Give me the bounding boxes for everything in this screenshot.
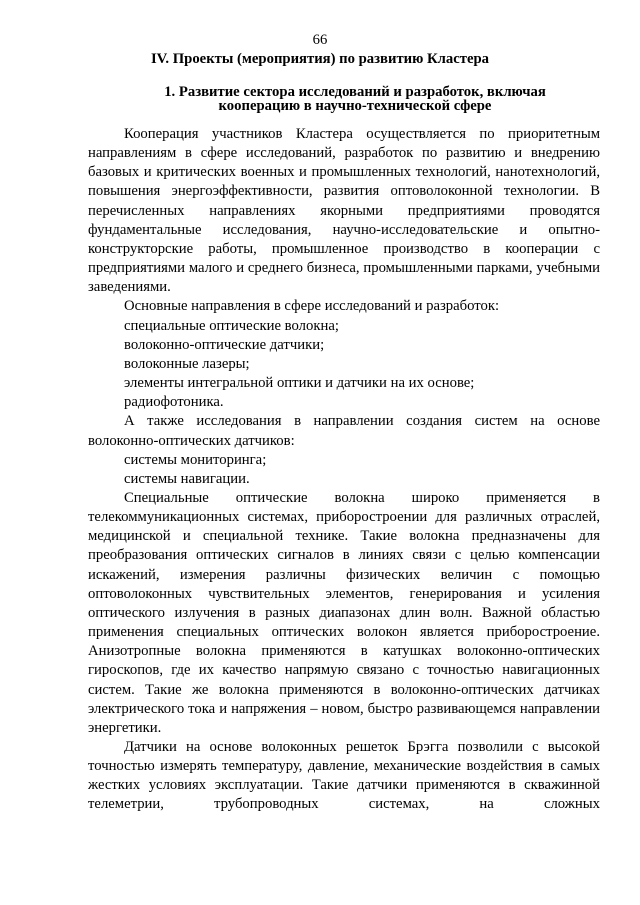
directions-intro: Основные направления в сфере исследований и разработок: [124,298,500,315]
body-text [88,125,600,815]
paragraph-special-fibers: Специальные оптические волокна широко применяется в телекоммуникационных системах, приборостроении для различных отраслей, медицинской и специальной технике. Такие волокна предназначены для преобразования оптических сигналов в линиях связи с целью компенсации искажений, измерения различны физических величин с помощью оптоволоконных чувствительных элементов, генерирования и усиления оптического излучения в разных диапазонах длин волн. Важной областью применения специальных оптических волокон является приборостроение. Анизотропные волокна применяются в катушках волоконно-оптических гироскопов, где их качество напрямую связано с точностью навигационных систем. Такие же волокна применяются в волоконно-оптических датчиках электрического тока и напряжения – новом, быстро развивающемся направлении энергетики. [88,489,600,736]
paragraph-bragg-sensors: Датчики на основе волоконных решеток Брэгга позволили с высокой точностью измерять температуру, давление, механические воздействия в самых жестких условиях эксплуатации. Такие датчики применяются в скважинной телеметрии, трубопроводных системах, на сложных [88,739,600,813]
list-item: специальные оптические волокна; [124,317,339,334]
list-item: системы мониторинга; [124,451,267,468]
list-item: волоконные лазеры; [124,355,250,372]
page-number: 66 [312,32,328,48]
paragraph-cooperation: Кооперация участников Кластера осуществляется по приоритетным направлениям в сфере исследований, разработок по развитию и внедрению базовых и критических военных и промышленных технологий, нанотехнологий, повышения энергоэффективности, развития оптоволоконной технологии. В перечисленных направлениях якорными предприятиями проводятся фундаментальные исследования, научно-исследовательские и опытно-конструкторские работы, промышленное производство в кооперации с предприятиями малого и среднего бизнеса, промышленными парками, учебными заведениями. [88,126,600,296]
subsection-title: 1. Развитие сектора исследований и разработок, включая кооперацию в научно-технической сфере [164,84,546,114]
sensor-systems-intro: А также исследования в направлении создания систем на основе волоконно-оптических датчиков: [88,413,600,449]
list-item: радиофотоника. [124,394,224,411]
list-item: системы навигации. [124,470,250,487]
list-item: волоконно-оптические датчики; [124,336,325,353]
list-item: элементы интегральной оптики и датчики на их основе; [124,375,475,392]
section-title: IV. Проекты (мероприятия) по развитию Кластера [150,51,490,67]
